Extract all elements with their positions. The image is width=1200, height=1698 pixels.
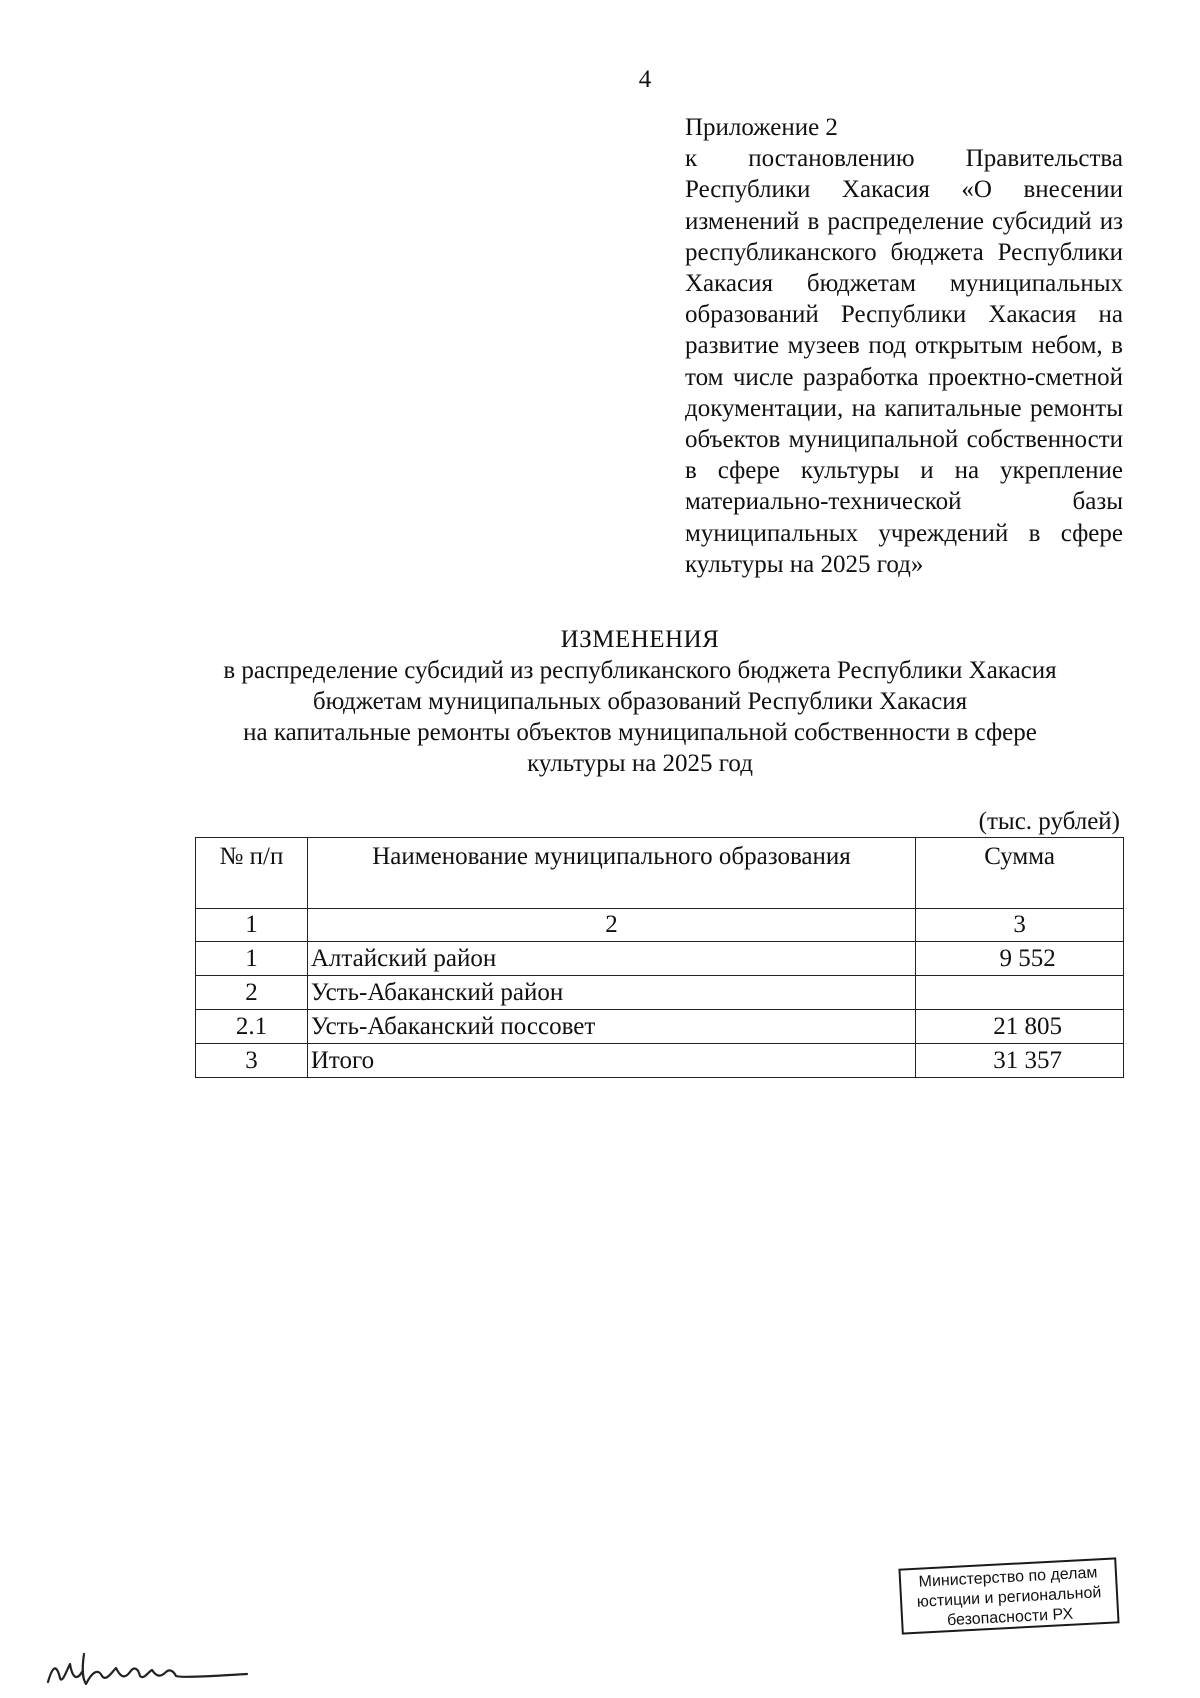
handwritten-signature — [42, 1642, 252, 1692]
heading-line-4: культуры на 2025 год — [527, 750, 753, 777]
header-sum: Сумма — [916, 838, 1124, 909]
subsidy-table — [195, 837, 1124, 1078]
stamp-line-2: юстиции и региональной — [916, 1584, 1102, 1611]
stamp-line-3: безопасности РХ — [946, 1605, 1074, 1630]
heading-title: ИЗМЕНЕНИЯ — [560, 626, 720, 653]
heading-line-2: бюджетам муниципальных образований Республики Хакасия — [312, 688, 968, 715]
row-name: Усть-Абаканский район — [307, 976, 915, 1010]
appendix-block — [685, 112, 1123, 580]
document-heading — [190, 624, 1090, 779]
header-num: № п/п — [196, 838, 308, 909]
row-sum: 9 552 — [916, 942, 1124, 976]
stamp-line-1: Министерство по делам — [918, 1564, 1098, 1591]
table-header-row — [196, 838, 1124, 909]
table-row — [196, 976, 1124, 1010]
row-num: 3 — [196, 1044, 308, 1078]
row-sum: 21 805 — [916, 1010, 1124, 1044]
ministry-stamp — [898, 1557, 1119, 1634]
row-sum — [916, 976, 1124, 1010]
row-name: Итого — [307, 1044, 915, 1078]
column-number: 2 — [307, 909, 915, 942]
column-number: 1 — [196, 909, 308, 942]
table-row — [196, 1010, 1124, 1044]
row-sum: 31 357 — [916, 1044, 1124, 1078]
heading-line-3: на капитальные ремонты объектов муниципальной собственности в сфере — [243, 719, 1037, 746]
units-label: (тыс. рублей) — [978, 808, 1120, 835]
table-row — [196, 1044, 1124, 1078]
row-num: 1 — [196, 942, 308, 976]
row-num: 2.1 — [196, 1010, 308, 1044]
heading-line-1: в распределение субсидий из республиканского бюджета Республики Хакасия — [223, 657, 1057, 684]
row-name: Алтайский район — [307, 942, 915, 976]
appendix-title: Приложение 2 — [685, 114, 838, 141]
column-number-row — [196, 909, 1124, 942]
column-number: 3 — [916, 909, 1124, 942]
table-row — [196, 942, 1124, 976]
row-name: Усть-Абаканский поссовет — [307, 1010, 915, 1044]
page-number: 4 — [638, 66, 652, 93]
header-name: Наименование муниципального образования — [307, 838, 915, 909]
row-num: 2 — [196, 976, 308, 1010]
appendix-body: к постановлению Правительства Республики Хакасия «О внесении изменений в распределение субсидий из республиканского бюджета Республики Хакасия бюджетам муниципальных образований Республики Хакасия на развитие музеев под открытым небом, в том числе разработка проектно-сметной документации, на капитальные ремонты объектов муниципальной собственности в сфере культуры и на укрепление материально-технической базы муниципальных учреждений в сфере культуры на 2025 год» — [685, 145, 1123, 578]
